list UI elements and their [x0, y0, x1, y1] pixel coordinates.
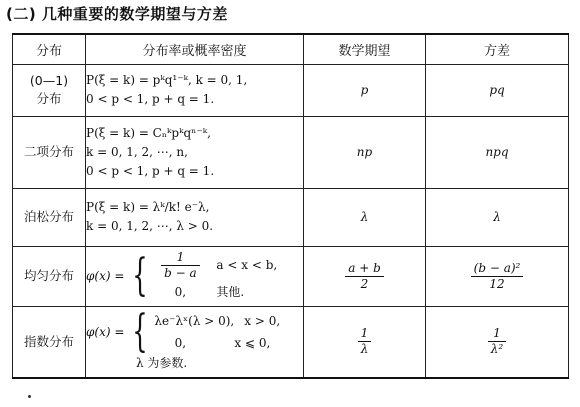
- piece-condition: 其他.: [216, 284, 245, 299]
- section-title: (二) 几种重要的数学期望与方差: [6, 5, 228, 23]
- scan-speck: [28, 395, 31, 398]
- variance-value: $\frac{1}{\text{λ²}}$: [426, 306, 569, 378]
- distribution-formula: P(ξ = k) = pᵏq¹⁻ᵏ, k = 0, 1, 0 < p < 1, p + q = 1.: [86, 64, 304, 116]
- distribution-formula: P(ξ = k) = λᵏ/k! e⁻λ, k = 0, 1, 2, ⋯, λ > 0.: [86, 188, 304, 246]
- distribution-formula: [86, 306, 304, 378]
- left-brace: {: [132, 250, 149, 301]
- left-brace: {: [132, 306, 149, 358]
- piece-condition: a < x < b,: [216, 258, 278, 272]
- table-row: [13, 188, 569, 246]
- distribution-name: 泊松分布: [13, 188, 86, 246]
- header-variance: 方差: [426, 34, 569, 64]
- distribution-name: 均匀分布: [13, 246, 86, 306]
- variance-value: pq: [426, 64, 569, 116]
- piece-value: 0,: [174, 336, 187, 351]
- variance-value: $\frac{\text{(b − a)²}}{12}$: [426, 246, 569, 306]
- expectation-value: λ: [304, 188, 426, 246]
- table-row: [13, 246, 569, 306]
- header-density: 分布率或概率密度: [86, 34, 304, 64]
- parameter-note: λ 为参数.: [136, 356, 188, 371]
- header-expectation: 数学期望: [304, 34, 426, 64]
- piece-fraction: $\frac{1}{b - a}$: [161, 250, 200, 281]
- pdf-prefix: φ(x) =: [86, 269, 125, 283]
- distribution-formula: [86, 246, 304, 306]
- expectation-value: $\frac{a + b}{2}$: [304, 246, 426, 306]
- piece-condition: x > 0,: [244, 314, 281, 329]
- distribution-name: 指数分布: [13, 306, 86, 378]
- table-row: [13, 116, 569, 188]
- variance-value: npq: [426, 116, 569, 188]
- header-distribution: 分布: [13, 34, 86, 64]
- pdf-prefix: φ(x) =: [86, 325, 125, 340]
- table-row: [13, 306, 569, 378]
- distribution-formula: P(ξ = k) = Cₙᵏpᵏqⁿ⁻ᵏ, k = 0, 1, 2, ⋯, n, 0 < p < 1, p + q = 1.: [86, 116, 304, 188]
- distribution-table: [12, 33, 569, 379]
- expectation-value: $\frac{1}{\lambda}$: [304, 306, 426, 378]
- distribution-name: (0—1) 分布: [13, 64, 86, 116]
- piece-condition: x ⩽ 0,: [234, 336, 271, 351]
- distribution-name: 二项分布: [13, 116, 86, 188]
- expectation-value: p: [304, 64, 426, 116]
- piece-value: 0,: [174, 284, 187, 299]
- table-row: [13, 64, 569, 116]
- expectation-value: np: [304, 116, 426, 188]
- piece-value: λe⁻λˣ(λ > 0),: [154, 314, 235, 329]
- variance-value: λ: [426, 188, 569, 246]
- header-row: [13, 34, 569, 64]
